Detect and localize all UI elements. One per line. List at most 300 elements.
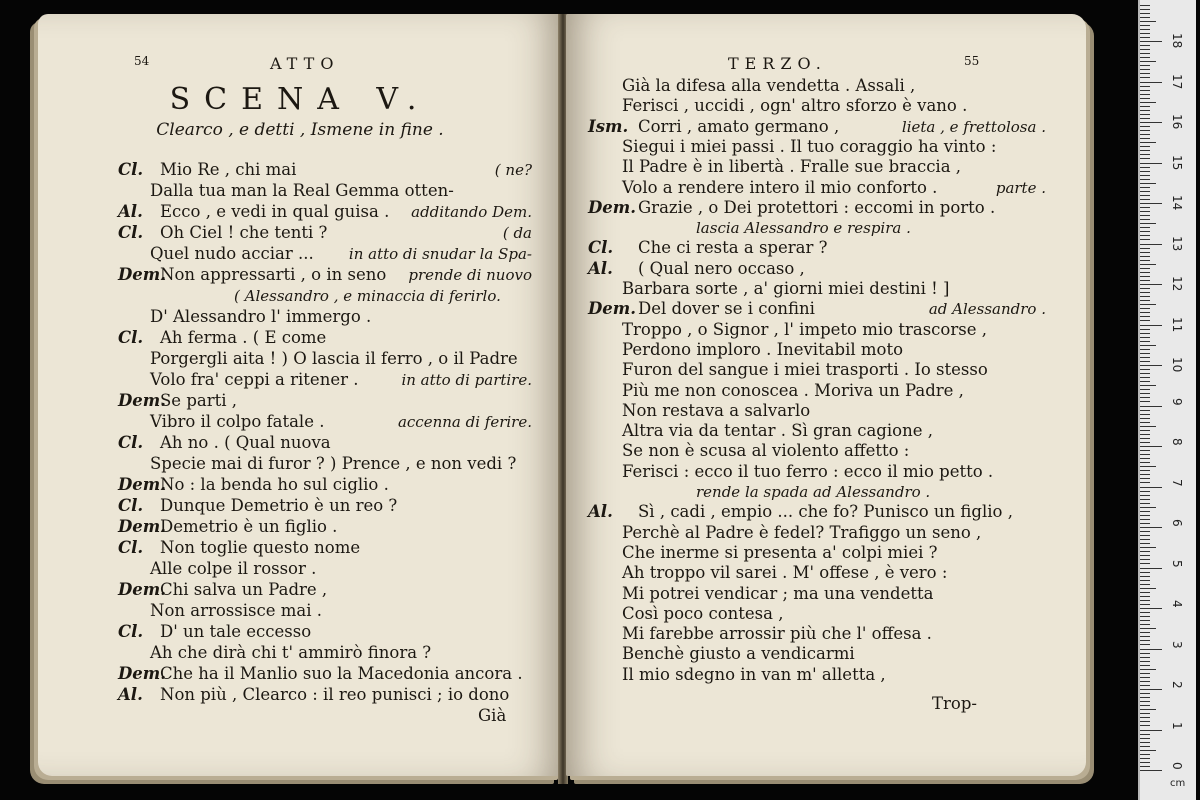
ruler-tick — [1140, 94, 1150, 95]
ruler-number: 14 — [1170, 195, 1184, 211]
ruler-tick — [1140, 608, 1162, 609]
ruler-tick — [1140, 329, 1150, 330]
ruler-tick — [1140, 681, 1150, 682]
speaker-label: Dem. — [588, 197, 637, 217]
ruler-tick — [1140, 69, 1150, 70]
ruler-tick — [1140, 397, 1150, 398]
verse-line: Non appressarti , o in seno — [160, 265, 387, 284]
ruler-tick — [1140, 300, 1150, 301]
ruler-tick — [1140, 717, 1150, 718]
ruler-tick — [1140, 559, 1150, 560]
ruler-tick — [1140, 9, 1150, 10]
ruler-number: 2 — [1170, 681, 1184, 689]
ruler-tick — [1140, 754, 1150, 755]
verse-line: Così poco contesa , — [622, 603, 784, 623]
ruler-tick — [1140, 288, 1150, 289]
stage-direction: ( Alessandro , e minaccia di ferirlo. — [234, 287, 501, 305]
ruler-tick — [1140, 734, 1150, 735]
ruler-tick — [1140, 721, 1150, 722]
ruler-tick — [1140, 244, 1162, 245]
ruler-number: 8 — [1170, 438, 1184, 446]
speaker-label: Al. — [118, 685, 143, 704]
speaker-label: Al. — [118, 202, 143, 221]
verse-line: Il mio sdegno in van m' alletta , — [622, 664, 886, 684]
ruler-tick — [1140, 689, 1162, 690]
ruler-number: 6 — [1170, 519, 1184, 527]
ruler-tick — [1140, 171, 1150, 172]
ruler-tick — [1140, 555, 1150, 556]
verse-line: Vibro il colpo fatale . — [150, 412, 325, 431]
ruler-tick — [1140, 572, 1150, 573]
ruler-tick — [1140, 316, 1150, 317]
ruler-tick — [1140, 725, 1150, 726]
ruler-tick — [1140, 616, 1150, 617]
ruler-tick — [1140, 25, 1150, 26]
stage-direction: ( ne? — [494, 161, 532, 179]
ruler-tick — [1140, 33, 1150, 34]
speaker-label: Cl. — [588, 238, 614, 258]
ruler-number: 17 — [1170, 73, 1184, 89]
ruler-tick — [1140, 37, 1150, 38]
ruler-tick — [1140, 685, 1150, 686]
ruler-tick — [1140, 49, 1150, 50]
verse-line: Oh Ciel ! che tenti ? — [160, 223, 328, 242]
ruler-tick — [1140, 770, 1162, 771]
ruler-tick — [1140, 325, 1162, 326]
measuring-ruler — [1138, 0, 1196, 800]
ruler-tick — [1140, 82, 1162, 83]
ruler-tick — [1140, 636, 1150, 637]
ruler-tick — [1140, 406, 1162, 407]
ruler-tick — [1140, 276, 1150, 277]
speaker-label: Dem. — [118, 517, 167, 536]
verse-line: Il Padre è in libertà . Fralle sue braccia , — [622, 157, 962, 177]
ruler-tick — [1140, 231, 1150, 232]
speaker-label: Al. — [588, 502, 613, 522]
ruler-tick — [1140, 235, 1150, 236]
ruler-tick — [1140, 584, 1150, 585]
verse-line: Perchè al Padre è fedel? Trafiggo un seno , — [622, 522, 982, 542]
ruler-tick — [1140, 21, 1156, 22]
stage-direction: lieta , e frettolosa . — [901, 117, 1046, 136]
ruler-tick — [1140, 551, 1150, 552]
ruler-tick — [1140, 677, 1150, 678]
ruler-tick — [1140, 507, 1156, 508]
verse-line: Non restava a salvarlo — [622, 400, 811, 420]
ruler-tick — [1140, 410, 1150, 411]
ruler-number: 18 — [1170, 33, 1184, 49]
verse-line: Demetrio è un figlio . — [160, 517, 338, 536]
ruler-number: 3 — [1170, 640, 1184, 649]
ruler-tick — [1140, 223, 1156, 224]
right-catchword: Trop- — [932, 694, 977, 713]
ruler-tick — [1140, 207, 1150, 208]
ruler-tick — [1140, 576, 1150, 577]
ruler-tick — [1140, 519, 1150, 520]
ruler-tick — [1140, 742, 1150, 743]
ruler-tick — [1140, 13, 1150, 14]
stage-direction: accenna di ferire. — [397, 413, 532, 431]
ruler-tick — [1140, 349, 1150, 350]
ruler-tick — [1140, 256, 1150, 257]
ruler-tick — [1140, 624, 1150, 625]
verse-line: Chi salva un Padre , — [160, 580, 328, 599]
ruler-tick — [1140, 65, 1150, 66]
speaker-label: Cl. — [118, 496, 144, 515]
ruler-tick — [1140, 596, 1150, 597]
ruler-tick — [1140, 377, 1150, 378]
verse-line: Non arrossisce mai . — [150, 601, 322, 620]
stage-direction: ad Alessandro . — [928, 300, 1046, 319]
ruler-number: 9 — [1170, 397, 1184, 406]
speaker-label: Cl. — [118, 433, 144, 452]
ruler-tick — [1140, 353, 1150, 354]
speaker-label: Cl. — [118, 160, 144, 179]
verse-line: Non toglie questo nome — [160, 538, 361, 557]
ruler-tick — [1140, 134, 1150, 135]
stage-direction: additando Dem. — [411, 203, 532, 221]
ruler-tick — [1140, 482, 1150, 483]
verse-line: Perdono imploro . Inevitabil moto — [622, 339, 904, 359]
ruler-tick — [1140, 669, 1156, 670]
ruler-tick — [1140, 280, 1150, 281]
ruler-tick — [1140, 337, 1150, 338]
right-page-number: 55 — [964, 54, 980, 68]
ruler-tick — [1140, 102, 1156, 103]
ruler-tick — [1140, 422, 1150, 423]
ruler-tick — [1140, 649, 1162, 650]
ruler-tick — [1140, 53, 1150, 54]
ruler-tick — [1140, 361, 1150, 362]
ruler-tick — [1140, 491, 1150, 492]
ruler-tick — [1140, 252, 1150, 253]
ruler-number: 13 — [1170, 235, 1184, 251]
verse-line: Se parti , — [160, 391, 237, 410]
ruler-tick — [1140, 414, 1150, 415]
scene-characters: Clearco , e detti , Ismene in fine . — [156, 120, 444, 140]
ruler-tick — [1140, 130, 1150, 131]
verse-line: Mio Re , chi mai — [160, 160, 297, 179]
left-running-head: ATTO — [270, 54, 340, 73]
ruler-tick — [1140, 661, 1150, 662]
verse-line: Ecco , e vedi in qual guisa . — [160, 202, 390, 221]
speaker-label: Cl. — [118, 622, 144, 641]
ruler-number: 15 — [1170, 154, 1184, 170]
verse-line: Quel nudo acciar ... — [150, 244, 314, 263]
speaker-label: Dem. — [118, 475, 167, 494]
ruler-tick — [1140, 478, 1150, 479]
ruler-number: 0 — [1170, 762, 1184, 770]
verse-line: Ah troppo vil sarei . M' offese , è vero : — [622, 563, 948, 583]
ruler-tick — [1140, 462, 1150, 463]
verse-line: Volo a rendere intero il mio conforto . — [622, 177, 938, 197]
verse-line: Che ci resta a sperar ? — [638, 238, 828, 258]
ruler-tick — [1140, 260, 1150, 261]
ruler-tick — [1140, 333, 1150, 334]
ruler-tick — [1140, 357, 1150, 358]
ruler-tick — [1140, 57, 1150, 58]
ruler-tick — [1140, 705, 1150, 706]
ruler-tick — [1140, 604, 1150, 605]
ruler-tick — [1140, 320, 1150, 321]
ruler-tick — [1140, 219, 1150, 220]
verse-line: Troppo , o Signor , l' impeto mio trascorse , — [622, 319, 987, 339]
ruler-tick — [1140, 515, 1150, 516]
ruler-tick — [1140, 45, 1150, 46]
ruler-tick — [1140, 632, 1150, 633]
ruler-tick — [1140, 5, 1150, 6]
ruler-tick — [1140, 114, 1150, 115]
verse-line: Barbara sorte , a' giorni miei destini ! ] — [622, 279, 950, 298]
ruler-tick — [1140, 762, 1150, 763]
ruler-tick — [1140, 179, 1150, 180]
ruler-tick — [1140, 543, 1150, 544]
verse-line: Ferisci , uccidi , ogn' altro sforzo è vano . — [622, 96, 968, 116]
ruler-tick — [1140, 758, 1150, 759]
ruler-tick — [1140, 154, 1150, 155]
verse-line: No : la benda ho sul ciglio . — [160, 475, 389, 494]
speaker-label: Cl. — [118, 223, 144, 242]
verse-line: Del dover se i confini — [638, 299, 815, 319]
verse-line: Siegui i miei passi . Il tuo coraggio ha vinto : — [622, 136, 997, 156]
ruler-tick — [1140, 612, 1150, 613]
ruler-tick — [1140, 106, 1150, 107]
ruler-tick — [1140, 304, 1156, 305]
verse-line: Non più , Clearco : il reo punisci ; io dono — [160, 685, 510, 704]
ruler-tick — [1140, 592, 1150, 593]
verse-line: Ah ferma . ( E come — [160, 328, 327, 347]
ruler-tick — [1140, 292, 1150, 293]
speaker-label: Dem. — [118, 664, 167, 683]
ruler-tick — [1140, 373, 1150, 374]
ruler-unit: cm — [1170, 778, 1186, 789]
verse-line: Ah no . ( Qual nuova — [160, 433, 331, 452]
speaker-label: Cl. — [118, 328, 144, 347]
verse-line: Già la difesa alla vendetta . Assali , — [622, 76, 916, 95]
verse-line: Porgergli aita ! ) O lascia il ferro , o il Padre — [150, 349, 518, 368]
ruler-tick — [1140, 547, 1156, 548]
ruler-tick — [1140, 697, 1150, 698]
ruler-tick — [1140, 191, 1150, 192]
verse-line: Mi farebbe arrossir più che l' offesa . — [622, 624, 932, 644]
verse-line: Che inerme si presenta a' colpi miei ? — [622, 542, 938, 562]
ruler-tick — [1140, 167, 1150, 168]
verse-line: Se non è scusa al violento affetto : — [622, 441, 910, 461]
ruler-tick — [1140, 487, 1162, 488]
ruler-tick — [1140, 199, 1150, 200]
speaker-label: Dem. — [118, 580, 167, 599]
left-catchword: Già — [478, 706, 507, 725]
ruler-number: 1 — [1170, 721, 1184, 730]
verse-line: D' Alessandro l' immergo . — [150, 307, 372, 326]
verse-line: Mi potrei vendicar ; ma una vendetta — [622, 583, 934, 603]
ruler-tick — [1140, 239, 1150, 240]
ruler-tick — [1140, 195, 1150, 196]
ruler-tick — [1140, 41, 1162, 42]
ruler-tick — [1140, 215, 1150, 216]
ruler-tick — [1140, 450, 1150, 451]
ruler-tick — [1140, 296, 1150, 297]
ruler-tick — [1140, 511, 1150, 512]
ruler-tick — [1140, 563, 1150, 564]
ruler-tick — [1140, 701, 1150, 702]
verse-line: D' un tale eccesso — [160, 622, 312, 641]
speaker-label: Dem. — [588, 299, 637, 319]
ruler-tick — [1140, 640, 1150, 641]
stage-direction: rende la spada ad Alessandro . — [696, 483, 931, 501]
speaker-label: Al. — [588, 258, 613, 278]
ruler-tick — [1140, 163, 1162, 164]
ruler-tick — [1140, 345, 1156, 346]
verse-line: Dalla tua man la Real Gemma otten- — [150, 181, 454, 200]
ruler-tick — [1140, 503, 1150, 504]
scene-title: SCENA V. — [169, 82, 431, 117]
ruler-tick — [1140, 110, 1150, 111]
ruler-tick — [1140, 746, 1150, 747]
ruler-tick — [1140, 750, 1156, 751]
ruler-tick — [1140, 158, 1150, 159]
ruler-tick — [1140, 713, 1150, 714]
stage-direction: ( da — [502, 224, 532, 242]
ruler-tick — [1140, 187, 1150, 188]
verse-line: Specie mai di furor ? ) Prence , e non vedi ? — [150, 454, 517, 473]
ruler-tick — [1140, 446, 1162, 447]
ruler-tick — [1140, 389, 1150, 390]
ruler-tick — [1140, 365, 1162, 366]
ruler-tick — [1140, 248, 1150, 249]
ruler-tick — [1140, 474, 1150, 475]
ruler-tick — [1140, 580, 1150, 581]
ruler-tick — [1140, 341, 1150, 342]
left-page — [38, 14, 562, 776]
ruler-number: 10 — [1170, 357, 1184, 373]
ruler-tick — [1140, 175, 1150, 176]
ruler-tick — [1140, 98, 1150, 99]
ruler-tick — [1140, 73, 1150, 74]
ruler-tick — [1140, 142, 1156, 143]
ruler-tick — [1140, 211, 1150, 212]
speaker-label: Ism. — [588, 116, 629, 136]
ruler-tick — [1140, 693, 1150, 694]
ruler-tick — [1140, 90, 1150, 91]
ruler-tick — [1140, 620, 1150, 621]
stage-direction: parte . — [995, 178, 1046, 197]
ruler-tick — [1140, 628, 1156, 629]
verse-line: Che ha il Manlio suo la Macedonia ancora . — [160, 664, 523, 683]
ruler-tick — [1140, 438, 1150, 439]
ruler-tick — [1140, 588, 1156, 589]
ruler-tick — [1140, 312, 1150, 313]
ruler-tick — [1140, 393, 1150, 394]
ruler-tick — [1140, 146, 1150, 147]
open-book — [38, 14, 1086, 784]
verse-line: Dunque Demetrio è un reo ? — [160, 496, 398, 515]
ruler-tick — [1140, 466, 1156, 467]
ruler-tick — [1140, 29, 1150, 30]
ruler-tick — [1140, 535, 1150, 536]
ruler-tick — [1140, 86, 1150, 87]
verse-line: ( Qual nero occaso , — [638, 258, 805, 278]
ruler-tick — [1140, 401, 1150, 402]
ruler-tick — [1140, 442, 1150, 443]
ruler-tick — [1140, 495, 1150, 496]
ruler-tick — [1140, 738, 1150, 739]
ruler-tick — [1140, 434, 1150, 435]
ruler-tick — [1140, 138, 1150, 139]
ruler-tick — [1140, 61, 1156, 62]
ruler-tick — [1140, 369, 1150, 370]
ruler-tick — [1140, 183, 1156, 184]
speaker-label: Dem. — [118, 391, 167, 410]
verse-line: Corri , amato germano , — [638, 116, 840, 136]
verse-line: Grazie , o Dei protettori : eccomi in porto . — [638, 197, 996, 217]
ruler-tick — [1140, 126, 1150, 127]
ruler-tick — [1140, 499, 1150, 500]
ruler-number: 16 — [1170, 114, 1184, 130]
verse-line: Alle colpe il rossor . — [150, 559, 317, 578]
ruler-tick — [1140, 657, 1150, 658]
verse-line: Ah che dirà chi t' ammirò finora ? — [150, 643, 432, 662]
ruler-tick — [1140, 77, 1150, 78]
ruler-tick — [1140, 426, 1156, 427]
stage-direction: lascia Alessandro e respira . — [696, 219, 911, 238]
ruler-tick — [1140, 600, 1150, 601]
verse-line: Ferisci : ecco il tuo ferro : ecco il mio petto . — [622, 461, 994, 481]
ruler-tick — [1140, 227, 1150, 228]
right-running-head: TERZO. — [728, 54, 827, 73]
ruler-tick — [1140, 470, 1150, 471]
ruler-tick — [1140, 539, 1150, 540]
ruler-tick — [1140, 17, 1150, 18]
verse-line: Volo fra' ceppi a ritener . — [150, 370, 359, 389]
ruler-tick — [1140, 284, 1162, 285]
ruler-tick — [1140, 709, 1156, 710]
ruler-tick — [1140, 150, 1150, 151]
stage-direction: prende di nuovo — [408, 266, 532, 284]
ruler-tick — [1140, 665, 1150, 666]
ruler-tick — [1140, 268, 1150, 269]
right-page — [566, 14, 1086, 776]
ruler-number: 11 — [1170, 316, 1184, 332]
ruler-tick — [1140, 385, 1156, 386]
speaker-label: Dem. — [118, 265, 167, 284]
stage-direction: in atto di snudar la Spa- — [348, 245, 532, 263]
ruler-tick — [1140, 118, 1150, 119]
verse-line: Benchè giusto a vendicarmi — [622, 644, 855, 664]
verse-line: Sì , cadi , empio ... che fo? Punisco un figlio , — [638, 502, 1013, 522]
ruler-tick — [1140, 308, 1150, 309]
verse-line: Altra via da tentar . Sì gran cagione , — [622, 421, 933, 441]
ruler-tick — [1140, 430, 1150, 431]
ruler-tick — [1140, 272, 1150, 273]
left-page-number: 54 — [134, 54, 150, 68]
ruler-tick — [1140, 644, 1150, 645]
verse-line: Furon del sangue i miei trasporti . Io stesso — [622, 360, 988, 380]
ruler-tick — [1140, 458, 1150, 459]
ruler-tick — [1140, 673, 1150, 674]
ruler-number: 5 — [1170, 559, 1184, 568]
ruler-tick — [1140, 531, 1150, 532]
ruler-tick — [1140, 523, 1150, 524]
ruler-tick — [1140, 264, 1156, 265]
ruler-tick — [1140, 122, 1162, 123]
ruler-tick — [1140, 203, 1162, 204]
speaker-label: Cl. — [118, 538, 144, 557]
ruler-tick — [1140, 766, 1150, 767]
ruler-number: 4 — [1170, 600, 1184, 608]
verse-line: Più me non conoscea . Moriva un Padre , — [622, 380, 964, 400]
ruler-tick — [1140, 568, 1162, 569]
